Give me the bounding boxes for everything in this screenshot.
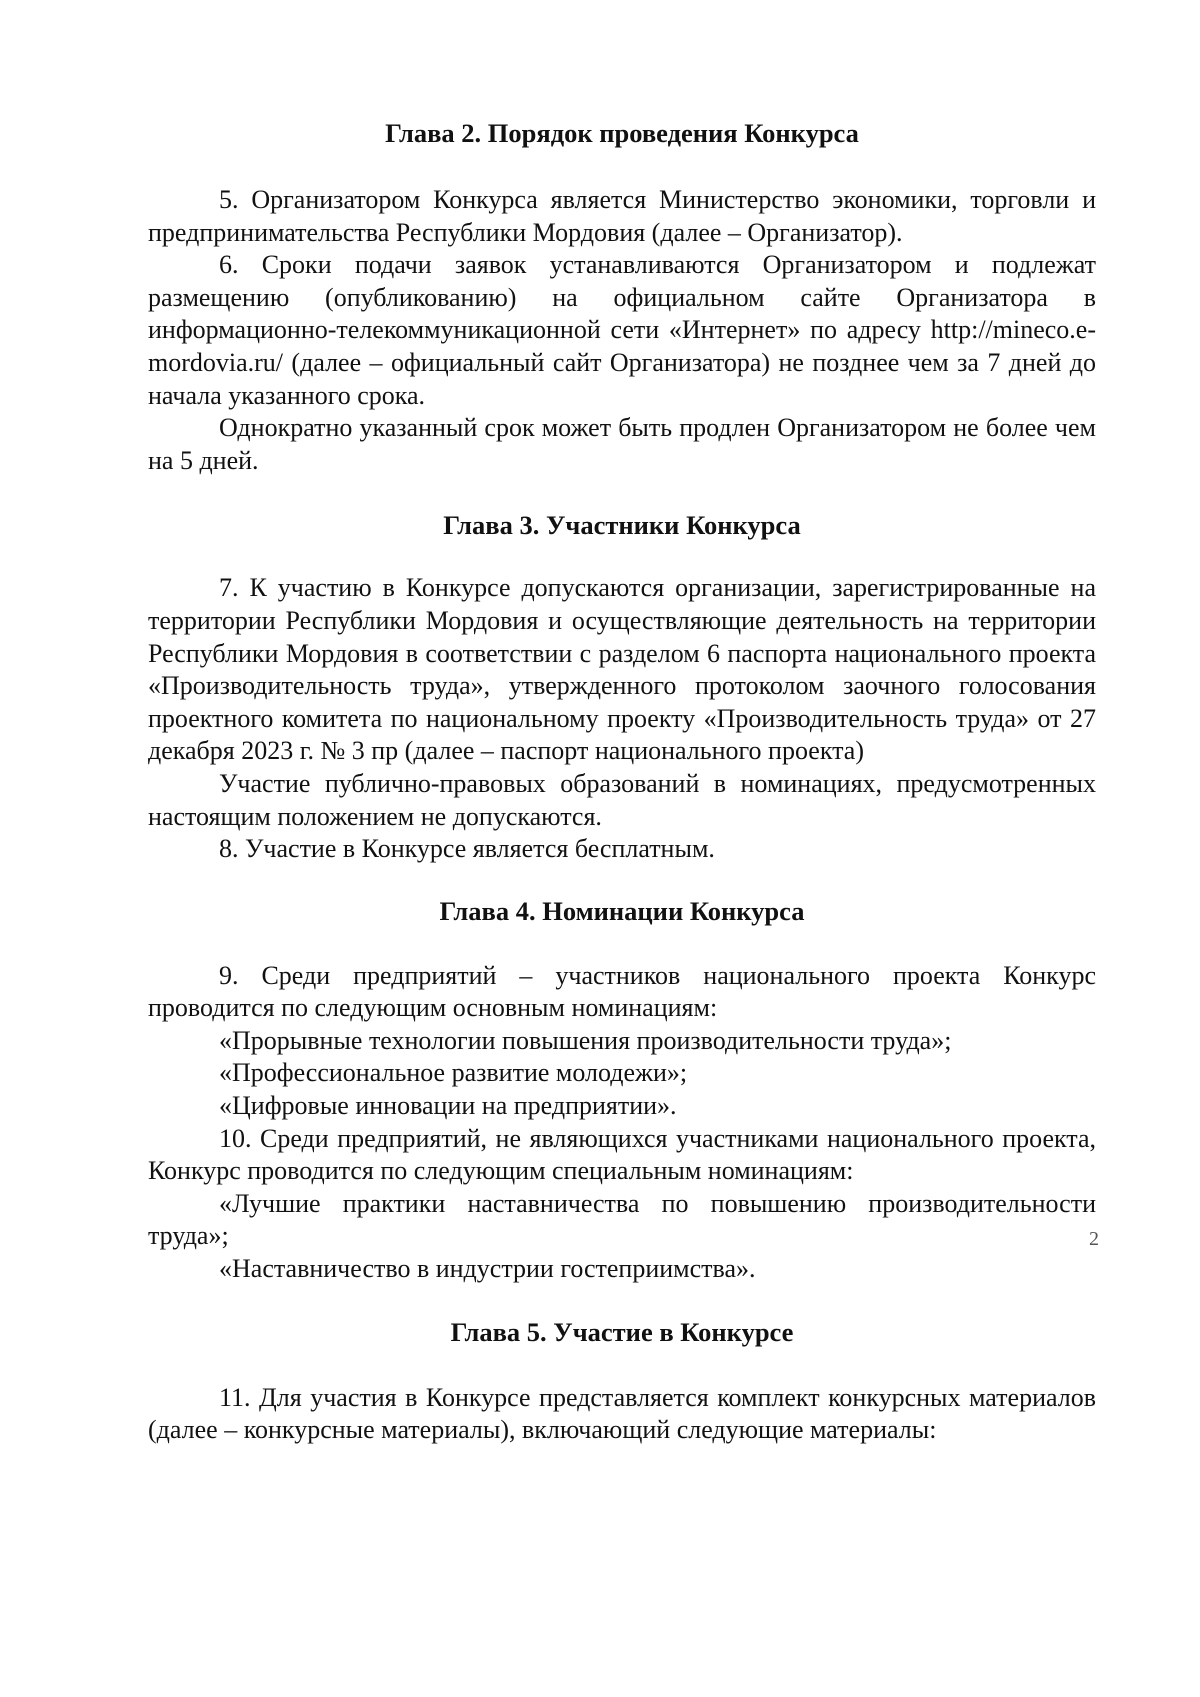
paragraph-7: 7. К участию в Конкурсе допускаются организации, зарегистрированные на территории Республики Мордовия и осуществляющие деятельность на территории Республики Мордовия в соответствии с разделом 6 паспорта национального проекта «Производительность труда», утвержденного протоколом заочного голосования проектного комитета по национальному проекту «Производительность труда» от 27 декабря 2023 г. № 3 пр (далее – паспорт национального проекта): [148, 573, 1096, 766]
nomination-main-1: «Прорывные технологии повышения производительности труда»;: [219, 1025, 952, 1055]
chapter-5: [148, 1316, 1096, 1447]
chapter-2-title: Глава 2. Порядок проведения Конкурса: [385, 118, 859, 148]
paragraph-5: 5. Организатором Конкурса является Министерство экономики, торговли и предпринимательства Республики Мордовия (далее – Организатор).: [148, 185, 1096, 247]
paragraph-6: 6. Сроки подачи заявок устанавливаются Организатором и подлежат размещению (опубликованию) на официальном сайте Организатора в информационно-телекоммуникационной сети «Интернет» по адресу http://mineco.e-mordovia.ru/ (далее – официальный сайт Организатора) не позднее чем за 7 дней до начала указанного срока.: [148, 250, 1096, 410]
nomination-special-2: «Наставничество в индустрии гостеприимства».: [219, 1254, 756, 1284]
paragraph-8: 8. Участие в Конкурсе является бесплатным.: [219, 834, 715, 864]
paragraph-7-restriction: Участие публично-правовых образований в номинациях, предусмотренных настоящим положением не допускаются.: [148, 768, 1096, 831]
page-number: 2: [1089, 1228, 1099, 1250]
paragraph-9: 9. Среди предприятий – участников национального проекта Конкурс проводится по следующим основным номинациям:: [148, 960, 1096, 1023]
page-content: [148, 117, 1096, 1447]
chapter-5-title: Глава 5. Участие в Конкурсе: [450, 1316, 794, 1347]
chapter-3-title: Глава 3. Участники Конкурса: [443, 510, 801, 541]
chapter-4: [148, 895, 1096, 1286]
nomination-main-3: «Цифровые инновации на предприятии».: [219, 1091, 677, 1121]
nomination-main-2: «Профессиональное развитие молодежи»;: [219, 1058, 688, 1088]
nomination-special-1: «Лучшие практики наставничества по повышению производительности труда»;: [148, 1188, 1096, 1251]
chapter-2: [148, 117, 1096, 477]
paragraph-6-extension: Однократно указанный срок может быть продлен Организатором не более чем на 5 дней.: [148, 413, 1096, 475]
chapter-4-title: Глава 4. Номинации Конкурса: [439, 895, 805, 926]
paragraph-10: 10. Среди предприятий, не являющихся участниками национального проекта, Конкурс проводится по следующим специальным номинациям:: [148, 1123, 1096, 1186]
paragraph-11: 11. Для участия в Конкурсе представляется комплект конкурсных материалов (далее – конкурсные материалы), включающий следующие материалы:: [148, 1382, 1096, 1445]
chapter-3: [148, 509, 1096, 865]
